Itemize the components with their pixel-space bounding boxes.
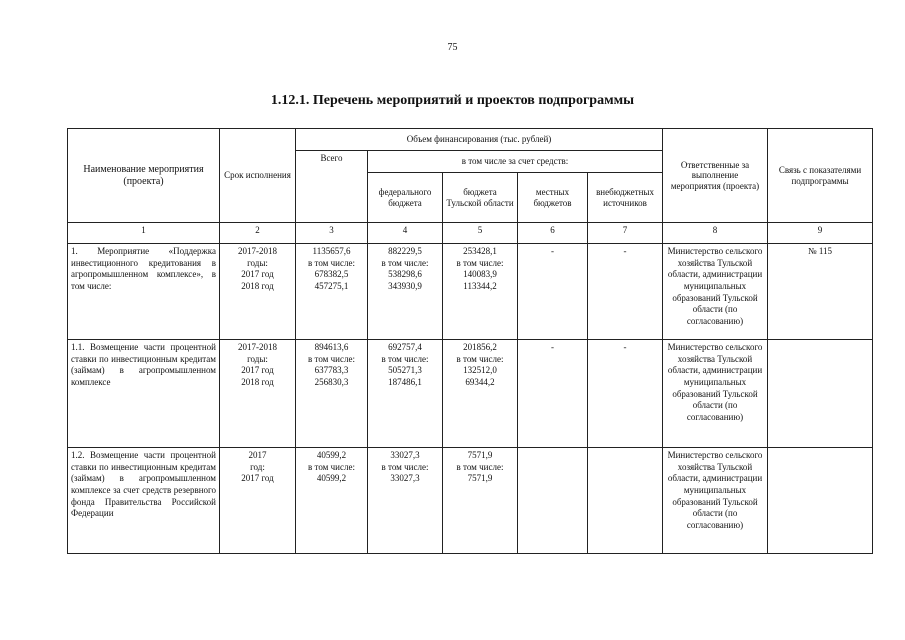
header-responsible: Ответственные за выполнение мероприятия (проекта) xyxy=(663,129,768,223)
extra-cell: - xyxy=(588,244,663,340)
table-body xyxy=(68,223,873,554)
regional-line: 7571,9 xyxy=(467,473,493,484)
term-line: 2017 год xyxy=(241,473,274,484)
term-line: годы: xyxy=(247,257,268,268)
term-line: 2018 год xyxy=(241,281,274,292)
extra-cell: - xyxy=(588,340,663,448)
total-line: 1135657,6 xyxy=(312,246,351,256)
measure-name: 1. Мероприятие «Поддержка инвестиционного кредитования в агропромышленном комплексе», в том числе: xyxy=(68,244,220,340)
header-extra: внебюджетных источников xyxy=(588,173,663,223)
responsible-cell: Министерство сельского хозяйства Тульской области, администрации муниципальных образований Тульской области (по согласованию) xyxy=(663,340,768,448)
column-number: 2 xyxy=(220,223,296,244)
federal-line: в том числе: xyxy=(381,461,429,472)
header-including: в том числе за счет средств: xyxy=(368,151,663,173)
responsible-cell: Министерство сельского хозяйства Тульской области, администрации муниципальных образований Тульской области (по согласованию) xyxy=(663,244,768,340)
header-total: Всего xyxy=(296,151,368,223)
total-line: в том числе: xyxy=(308,257,355,268)
total-line: 894613,6 xyxy=(314,342,349,352)
regional-line: 113344,2 xyxy=(463,281,497,292)
link-cell xyxy=(768,340,873,448)
local-cell: - xyxy=(518,244,588,340)
regional-line: 140083,9 xyxy=(463,269,497,280)
regional-cell xyxy=(443,448,518,554)
regional-line: 7571,9 xyxy=(467,450,493,460)
total-cell xyxy=(296,244,368,340)
regional-cell xyxy=(443,340,518,448)
term-line: 2017-2018 xyxy=(238,342,277,352)
header-funding: Объем финансирования (тыс. рублей) xyxy=(296,129,663,151)
regional-line: 253428,1 xyxy=(463,246,497,256)
term-line: 2017-2018 xyxy=(238,246,277,256)
measure-name: 1.1. Возмещение части процентной ставки по инвестиционным кредитам (займам) в агропромышленном комплексе xyxy=(68,340,220,448)
header-local: местных бюджетов xyxy=(518,173,588,223)
regional-line: 201856,2 xyxy=(463,342,497,352)
total-line: 40599,2 xyxy=(316,473,347,484)
regional-line: в том числе: xyxy=(456,257,504,268)
term-line: 2017 xyxy=(248,450,267,460)
extra-cell xyxy=(588,448,663,554)
term-cell xyxy=(220,244,296,340)
column-number: 1 xyxy=(68,223,220,244)
link-cell: № 115 xyxy=(768,244,873,340)
column-number: 7 xyxy=(588,223,663,244)
term-line: год: xyxy=(250,461,265,472)
column-number: 5 xyxy=(443,223,518,244)
federal-cell xyxy=(368,244,443,340)
federal-line: 187486,1 xyxy=(388,377,422,388)
term-line: 2017 год xyxy=(241,269,274,280)
link-cell xyxy=(768,448,873,554)
responsible-cell: Министерство сельского хозяйства Тульской области, администрации муниципальных образований Тульской области (по согласованию) xyxy=(663,448,768,554)
header-regional: бюджета Тульской области xyxy=(443,173,518,223)
header-federal: федерального бюджета xyxy=(368,173,443,223)
total-line: 678382,5 xyxy=(314,269,349,280)
column-number: 4 xyxy=(368,223,443,244)
column-number: 6 xyxy=(518,223,588,244)
table-header xyxy=(68,129,873,223)
regional-line: 132512,0 xyxy=(463,365,497,376)
federal-line: 33027,3 xyxy=(390,450,420,460)
total-line: в том числе: xyxy=(308,461,355,472)
measure-name: 1.2. Возмещение части процентной ставки по инвестиционным кредитам (займам) в агропромышленном комплексе за счет средств резервного фонда Правительства Российской Федерации xyxy=(68,448,220,554)
column-numbers-row xyxy=(68,223,873,244)
header-name: Наименование мероприятия (проекта) xyxy=(68,129,220,223)
federal-cell xyxy=(368,448,443,554)
page-number: 75 xyxy=(447,42,458,53)
federal-cell xyxy=(368,340,443,448)
table-row xyxy=(68,244,873,340)
regional-line: в том числе: xyxy=(456,353,504,364)
federal-line: в том числе: xyxy=(381,257,429,268)
column-number: 9 xyxy=(768,223,873,244)
total-line: 637783,3 xyxy=(314,365,349,376)
total-cell xyxy=(296,448,368,554)
regional-line: в том числе: xyxy=(456,461,504,472)
term-line: годы: xyxy=(247,353,268,364)
term-line: 2017 год xyxy=(241,365,274,376)
federal-line: в том числе: xyxy=(381,353,429,364)
total-line: 457275,1 xyxy=(314,281,349,292)
federal-line: 538298,6 xyxy=(388,269,422,280)
table-row xyxy=(68,448,873,554)
term-cell xyxy=(220,448,296,554)
term-line: 2018 год xyxy=(241,377,274,388)
federal-line: 33027,3 xyxy=(390,473,420,484)
total-line: в том числе: xyxy=(308,353,355,364)
federal-line: 692757,4 xyxy=(388,342,422,352)
total-line: 40599,2 xyxy=(316,450,347,460)
header-term: Срок исполнения xyxy=(220,129,296,223)
regional-line: 69344,2 xyxy=(465,377,495,388)
header-link: Связь с показателями подпрограммы xyxy=(768,129,873,223)
measures-table xyxy=(67,128,873,554)
regional-cell xyxy=(443,244,518,340)
column-number: 3 xyxy=(296,223,368,244)
column-number: 8 xyxy=(663,223,768,244)
total-cell xyxy=(296,340,368,448)
local-cell xyxy=(518,448,588,554)
total-line: 256830,3 xyxy=(314,377,349,388)
page-title: 1.12.1. Перечень мероприятий и проектов подпрограммы xyxy=(270,93,635,108)
federal-line: 505271,3 xyxy=(388,365,422,376)
local-cell: - xyxy=(518,340,588,448)
federal-line: 882229,5 xyxy=(388,246,422,256)
federal-line: 343930,9 xyxy=(388,281,422,292)
term-cell xyxy=(220,340,296,448)
table-row xyxy=(68,340,873,448)
